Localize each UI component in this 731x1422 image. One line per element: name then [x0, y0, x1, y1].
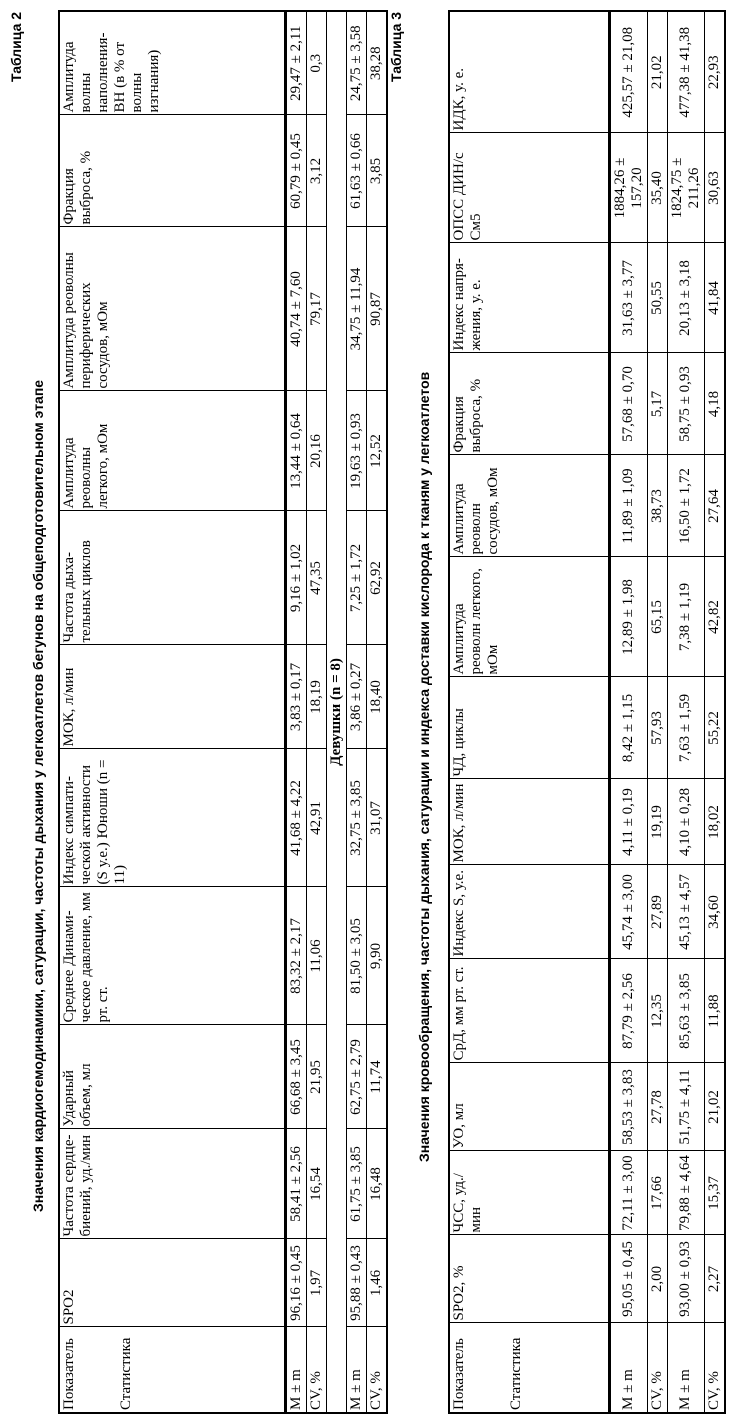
table-row	[306, 11, 326, 1413]
table-cell: CV, %	[366, 1327, 387, 1413]
table-cell: 17,66	[647, 1151, 667, 1235]
table2-corner-top: Показатель	[61, 1338, 77, 1410]
table-cell: 95,05 ± 0,45	[609, 1235, 647, 1323]
table2-corner-bottom: Статистика	[118, 1337, 134, 1410]
table-cell: 27,89	[647, 865, 667, 959]
table-cell: 1824,75 ± 211,26	[667, 133, 704, 243]
table3-number: Таблица 3	[388, 11, 404, 82]
table-cell: 425,57 ± 21,08	[609, 11, 647, 133]
table-row	[667, 11, 704, 1413]
table-cell: 9,90	[366, 887, 387, 1025]
table-cell: 12,35	[647, 959, 667, 1063]
table-cell: 62,75 ± 2,79	[346, 1025, 366, 1129]
table-cell: 18,02	[704, 779, 725, 865]
table-cell: 35,40	[647, 133, 667, 243]
table-cell: 16,48	[366, 1129, 387, 1239]
table-cell: 34,75 ± 11,94	[346, 227, 366, 391]
table-cell: 0,3	[306, 11, 326, 115]
table-cell: 27,78	[647, 1063, 667, 1151]
table-cell: 3,85	[366, 115, 387, 227]
table-cell: 18,40	[366, 645, 387, 749]
table3-header: Индекс S, у.е.	[449, 865, 609, 959]
table-cell: 42,82	[704, 557, 725, 677]
table-cell: 57,93	[647, 677, 667, 779]
table-row	[609, 11, 647, 1413]
table2-header: Ударный объем, мл	[59, 1025, 285, 1129]
table-cell: 50,55	[647, 243, 667, 353]
table2-header: Амплитуда реоволны легкого, мОм	[59, 391, 285, 511]
table2	[58, 10, 388, 1414]
table-cell: 8,42 ± 1,15	[609, 677, 647, 779]
table-cell: M ± m	[285, 1327, 306, 1413]
table-cell: 32,75 ± 3,85	[346, 749, 366, 887]
table-row	[346, 11, 366, 1413]
table-cell: 11,06	[306, 887, 326, 1025]
table-cell: 61,63 ± 0,66	[346, 115, 366, 227]
table-cell: 85,63 ± 3,85	[667, 959, 704, 1063]
table3-corner-bottom: Статистика	[508, 1337, 524, 1410]
table-cell: 1884,26 ± 157,20	[609, 133, 647, 243]
table-cell: 95,88 ± 0,43	[346, 1239, 366, 1327]
table-cell: 83,32 ± 2,17	[285, 887, 306, 1025]
table-cell: 9,16 ± 1,02	[285, 511, 306, 645]
table2-header: МОК, л/мин	[59, 645, 285, 749]
table-cell: 58,53 ± 3,83	[609, 1063, 647, 1151]
table-cell: 3,86 ± 0,27	[346, 645, 366, 749]
table-cell: 66,68 ± 3,45	[285, 1025, 306, 1129]
table-cell: 42,91	[306, 749, 326, 887]
table-cell: 24,75 ± 3,58	[346, 11, 366, 115]
table-row	[647, 11, 667, 1413]
table-cell: 30,63	[704, 133, 725, 243]
table-cell: 45,13 ± 4,57	[667, 865, 704, 959]
table-cell: 4,11 ± 0,19	[609, 779, 647, 865]
table-cell: 20,13 ± 3,18	[667, 243, 704, 353]
table-cell: 4,10 ± 0,28	[667, 779, 704, 865]
table2-header: SPO2	[59, 1239, 285, 1327]
table3-header: Фракция выброса, %	[449, 353, 609, 455]
table-cell: 31,07	[366, 749, 387, 887]
table-cell: 19,63 ± 0,93	[346, 391, 366, 511]
table3-corner-cell	[449, 1323, 609, 1413]
table3-header-row	[449, 11, 609, 1413]
table-cell: 60,79 ± 0,45	[285, 115, 306, 227]
group-label: Девушки (n = 8)	[326, 11, 346, 1413]
table-cell: 93,00 ± 0,93	[667, 1235, 704, 1323]
table-cell: 65,15	[647, 557, 667, 677]
table-cell: 21,95	[306, 1025, 326, 1129]
table-cell: 61,75 ± 3,85	[346, 1129, 366, 1239]
table-cell: 21,02	[704, 1063, 725, 1151]
table-cell: 29,47 ± 2,11	[285, 11, 306, 115]
table-cell: 3,83 ± 0,17	[285, 645, 306, 749]
table-cell: 57,68 ± 0,70	[609, 353, 647, 455]
table-cell: 34,60	[704, 865, 725, 959]
table-cell: 19,19	[647, 779, 667, 865]
table3	[448, 10, 726, 1414]
table-cell: 7,25 ± 1,72	[346, 511, 366, 645]
table-cell: 96,16 ± 0,45	[285, 1239, 306, 1327]
table-cell: CV, %	[704, 1323, 725, 1413]
table2-header: Индекс симпатической активности (S у.е.) Юноши (n = 11)	[59, 749, 285, 887]
table-row	[366, 11, 387, 1413]
table-cell: 7,38 ± 1,19	[667, 557, 704, 677]
table-cell: 16,50 ± 1,72	[667, 455, 704, 557]
table-cell: 20,16	[306, 391, 326, 511]
table-row	[285, 11, 306, 1413]
table-cell: 40,74 ± 7,60	[285, 227, 306, 391]
table-cell: 2,27	[704, 1235, 725, 1323]
table3-header: ЧСС, уд./мин	[449, 1151, 609, 1235]
table-cell: 72,11 ± 3,00	[609, 1151, 647, 1235]
table-cell: 12,52	[366, 391, 387, 511]
table3-header: МОК, л/мин	[449, 779, 609, 865]
table-cell: CV, %	[306, 1327, 326, 1413]
table2-corner-cell	[59, 1327, 285, 1413]
table2-header: Амплитуда волны наполнения-ВН (в % от волны изгнания)	[59, 11, 285, 115]
table3-header: ЧД, циклы	[449, 677, 609, 779]
table3-header: Амплитуда реоволн легкого, мОм	[449, 557, 609, 677]
table2-header: Фракция выброса, %	[59, 115, 285, 227]
table-cell: 87,79 ± 2,56	[609, 959, 647, 1063]
table-cell: M ± m	[667, 1323, 704, 1413]
table2-header: Среднее Динамическое давление, мм рт. ст.	[59, 887, 285, 1025]
table-cell: M ± m	[609, 1323, 647, 1413]
table-cell: 21,02	[647, 11, 667, 133]
table-cell: 11,89 ± 1,09	[609, 455, 647, 557]
table-cell: 13,44 ± 0,64	[285, 391, 306, 511]
table-cell: 38,28	[366, 11, 387, 115]
table3-header: SPO2, %	[449, 1235, 609, 1323]
table-cell: 11,74	[366, 1025, 387, 1129]
table-cell: 90,87	[366, 227, 387, 391]
table-cell: 41,68 ± 4,22	[285, 749, 306, 887]
table-cell: M ± m	[346, 1327, 366, 1413]
table2-header-row	[59, 11, 285, 1413]
table2-header: Амплитуда реоволны периферических сосудов, мОм	[59, 227, 285, 391]
table3-header: УО, мл	[449, 1063, 609, 1151]
table-row	[704, 11, 725, 1413]
table3-header: ИДК, у. е.	[449, 11, 609, 133]
table-cell: 62,92	[366, 511, 387, 645]
table3-header: ОПСС ДИН/с См5	[449, 133, 609, 243]
table-cell: 31,63 ± 3,77	[609, 243, 647, 353]
table-cell: 12,89 ± 1,98	[609, 557, 647, 677]
table-cell: 4,18	[704, 353, 725, 455]
table-cell: 51,75 ± 4,11	[667, 1063, 704, 1151]
table-cell: 38,73	[647, 455, 667, 557]
table-cell: 47,35	[306, 511, 326, 645]
table2-number: Таблица 2	[8, 11, 24, 82]
table-cell: 11,88	[704, 959, 725, 1063]
table-cell: 81,50 ± 3,05	[346, 887, 366, 1025]
table-cell: 58,41 ± 2,56	[285, 1129, 306, 1239]
table-cell: 55,22	[704, 677, 725, 779]
table-cell: 79,88 ± 4,64	[667, 1151, 704, 1235]
table-cell: 3,12	[306, 115, 326, 227]
table3-corner-top: Показатель	[451, 1338, 467, 1410]
table3-header: Индекс напряжения, у. е.	[449, 243, 609, 353]
table2-header: Частота дыхательных циклов	[59, 511, 285, 645]
table-cell: 2,00	[647, 1235, 667, 1323]
table-cell: 27,64	[704, 455, 725, 557]
table-cell: 41,84	[704, 243, 725, 353]
table-cell: 79,17	[306, 227, 326, 391]
table2-header: Частота сердцебиений, уд./мин	[59, 1129, 285, 1239]
table-cell: 18,19	[306, 645, 326, 749]
table2-title: Значения кардиогемодинамики, сатурации, частоты дыхания у легкоатлетов бегунов на общеподготовительном этапе	[30, 379, 46, 1212]
table-cell: 1,97	[306, 1239, 326, 1327]
table3-header: Амплитуда реоволн сосудов, мОм	[449, 455, 609, 557]
table-cell: 477,38 ± 41,38	[667, 11, 704, 133]
table-cell: 22,93	[704, 11, 725, 133]
table3-header: СрД, мм рт. ст.	[449, 959, 609, 1063]
table-cell: 16,54	[306, 1129, 326, 1239]
table-cell: 45,74 ± 3,00	[609, 865, 647, 959]
table-cell: 7,63 ± 1,59	[667, 677, 704, 779]
table-cell: CV, %	[647, 1323, 667, 1413]
table-cell: 1,46	[366, 1239, 387, 1327]
table-cell: 5,17	[647, 353, 667, 455]
table-cell: 58,75 ± 0,93	[667, 353, 704, 455]
table-cell: 15,37	[704, 1151, 725, 1235]
table-group-row	[326, 11, 346, 1413]
table3-title: Значения кровообращения, частоты дыхания, сатурации и индекса доставки кислорода к тканям у легкоатлетов	[416, 371, 432, 1162]
